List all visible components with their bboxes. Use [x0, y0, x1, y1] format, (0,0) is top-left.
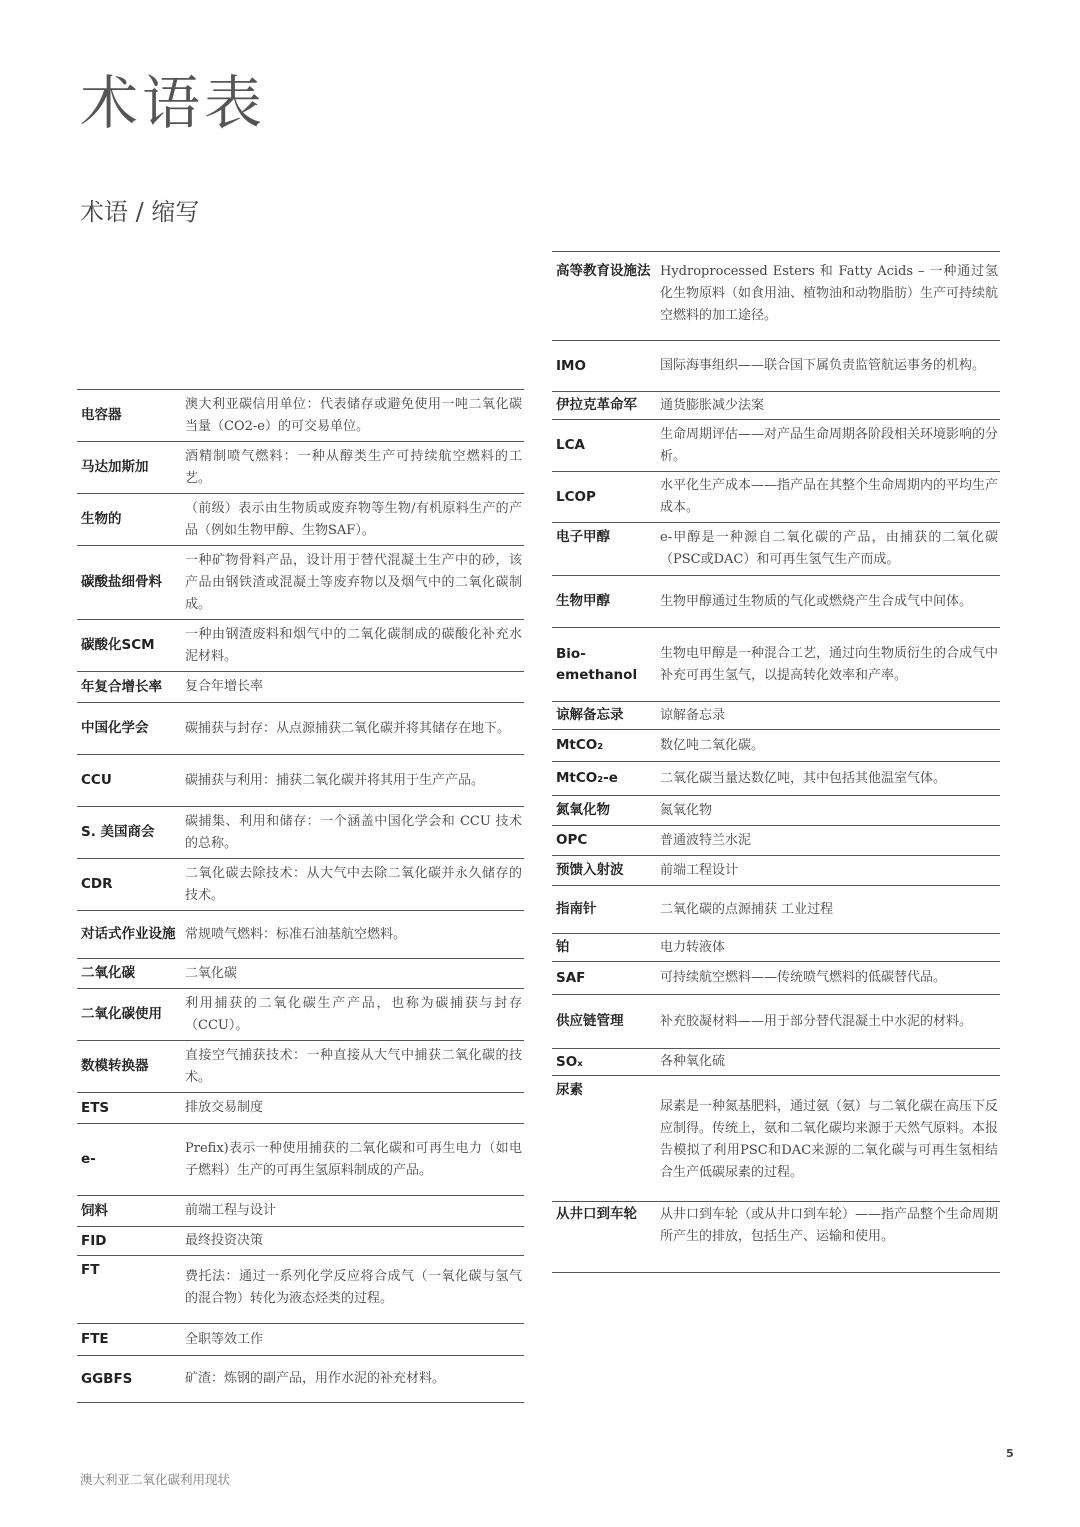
glossary-definition: 常规喷气燃料：标准石油基航空燃料。 [185, 926, 407, 942]
glossary-term: IMO [556, 357, 586, 374]
page-title: 术语表 [80, 69, 267, 137]
glossary-definition: 通货膨胀减少法案 [660, 397, 765, 413]
glossary-definition: 复合年增长率 [185, 679, 264, 694]
glossary-row [552, 995, 1000, 1049]
glossary-definition: 尿素是一种氮基肥料，通过氨（氨）与二氧化碳在高压下反应制得。传统上，氨和二氧化碳均来源于天然气原料。本报告模拟了利用PSC和DAC来源的二氧化碳与可再生氢相结合生产低碳尿素的过程。 [660, 1099, 999, 1180]
glossary-row [552, 1076, 1000, 1202]
glossary-term: 碳酸化SCM [81, 637, 155, 653]
glossary-row [552, 628, 1000, 702]
glossary-definition: 可持续航空燃料——传统喷气燃料的低碳替代品。 [660, 970, 947, 985]
glossary-term: LCOP [556, 488, 596, 505]
glossary-definition: 二氧化碳 [185, 965, 238, 981]
glossary-definition: 电力转液体 [660, 939, 726, 955]
glossary-definition: 数亿吨二氧化碳。 [660, 737, 765, 753]
glossary-row [77, 442, 524, 494]
glossary-row [77, 703, 524, 755]
glossary-term: 数模转换器 [81, 1058, 149, 1074]
glossary-definition: 生物电甲醇是一种混合工艺，通过向生物质衍生的合成气中补充可再生氢气，以提高转化效率和产率。 [660, 645, 999, 683]
glossary-row [552, 796, 1000, 826]
glossary-definition: 直接空气捕获技术：一种直接从大气中捕获二氧化碳的技术。 [185, 1047, 522, 1085]
glossary-definition: 最终投资决策 [185, 1233, 264, 1248]
glossary-term: 氮氧化物 [556, 802, 610, 818]
glossary-row [77, 911, 524, 959]
glossary-term: 高等教育设施法 [556, 263, 651, 279]
glossary-term: LCA [556, 437, 585, 453]
glossary-row [552, 934, 1000, 962]
glossary-definition: 澳大利亚碳信用单位：代表储存或避免使用一吨二氧化碳当量（CO2-e）的可交易单位。 [185, 396, 522, 434]
glossary-row [77, 1041, 524, 1093]
page-number: 5 [1006, 1447, 1014, 1460]
glossary-definition: 国际海事组织——联合国下属负责监管航运事务的机构。 [660, 358, 986, 373]
glossary-row [552, 1049, 1000, 1076]
glossary-row [77, 989, 524, 1041]
glossary-row [552, 576, 1000, 628]
glossary-definition: 排放交易制度 [185, 1100, 264, 1115]
glossary-term: SOₓ [556, 1053, 583, 1070]
glossary-definition: 二氧化碳当量达数亿吨，其中包括其他温室气体。 [660, 770, 947, 786]
glossary-term: 生物的 [81, 511, 122, 527]
glossary-definition: （前级）表示由生物质或废弃物等生物/有机原料生产的产品（例如生物甲醇、生物SAF）。 [185, 500, 522, 538]
glossary-row [77, 1324, 524, 1356]
glossary-definition: Hydroprocessed Esters 和 Fatty Acids – 一种通过氢化生物原料（如食用油、植物油和动物脂肪）生产可持续航空燃料的加工途径。 [660, 264, 999, 323]
glossary-definition: 二氧化碳的点源捕获 工业过程 [660, 901, 834, 917]
glossary-term: SAF [556, 969, 586, 986]
glossary-definition: 一种矿物骨料产品，设计用于替代混凝土生产中的砂，该产品由钢铁渣或混凝土等废弃物以及烟气中的二氧化碳制成。 [185, 552, 522, 612]
glossary-left-column [77, 389, 524, 1403]
glossary-definition: 前端工程与设计 [185, 1203, 277, 1218]
glossary-definition: 普通波特兰水泥 [660, 832, 752, 848]
glossary-row [77, 1196, 524, 1227]
glossary-term: ETS [81, 1099, 110, 1116]
glossary-term: e- [81, 1151, 96, 1167]
glossary-term: 供应链管理 [556, 1013, 624, 1029]
glossary-row [77, 959, 524, 989]
glossary-row [77, 859, 524, 911]
glossary-row [552, 1202, 1000, 1273]
glossary-row [77, 1256, 524, 1324]
glossary-term: CCU [81, 772, 112, 788]
glossary-definition: 从井口到车轮（或从井口到车轮）——指产品整个生命周期所产生的排放，包括生产、运输和使用。 [660, 1207, 999, 1244]
glossary-term: 二氧化碳 [81, 965, 135, 981]
glossary-row [552, 523, 1000, 576]
glossary-term: GGBFS [81, 1370, 133, 1387]
glossary-row [77, 672, 524, 703]
glossary-definition: 利用捕获的二氧化碳生产产品，也称为碳捕获与封存（CCU）。 [185, 995, 522, 1033]
glossary-term: FT [81, 1262, 100, 1278]
glossary-row [552, 762, 1000, 796]
glossary-row [552, 252, 1000, 341]
glossary-definition: 二氧化碳去除技术：从大气中去除二氧化碳并永久储存的技术。 [185, 865, 522, 903]
glossary-row [77, 1356, 524, 1403]
glossary-row [552, 886, 1000, 934]
glossary-definition: 全职等效工作 [185, 1331, 264, 1347]
glossary-definition: 碳捕获与封存：从点源捕获二氧化碳并将其储存在地下。 [185, 720, 511, 736]
glossary-definition: 酒精制喷气燃料：一种从醇类生产可持续航空燃料的工艺。 [185, 448, 522, 486]
glossary-row [77, 1093, 524, 1124]
glossary-term: 预馈入射波 [556, 862, 624, 878]
glossary-definition: 一种由钢渣废料和烟气中的二氧化碳制成的碳酸化补充水泥材料。 [185, 626, 522, 664]
glossary-row [77, 620, 524, 672]
glossary-term: Bio-emethanol [556, 645, 638, 683]
glossary-term: 伊拉克革命军 [556, 397, 637, 413]
glossary-definition: 氮氧化物 [660, 802, 713, 818]
glossary-definition: Prefix)表示一种使用捕获的二氧化碳和可再生电力（如电子燃料）生产的可再生氢原料制成的产品。 [185, 1140, 522, 1178]
glossary-term: FTE [81, 1331, 109, 1347]
glossary-term: 从井口到车轮 [556, 1206, 637, 1222]
glossary-term: CDR [81, 876, 113, 892]
glossary-term: 谅解备忘录 [556, 707, 624, 723]
glossary-row [77, 1227, 524, 1256]
glossary-term: 铂 [556, 939, 570, 955]
glossary-term: FID [81, 1232, 107, 1249]
glossary-term: 对话式作业设施 [81, 926, 176, 942]
glossary-term: 碳酸盐细骨料 [81, 574, 162, 590]
glossary-row [552, 420, 1000, 472]
glossary-term: MtCO₂-e [556, 770, 618, 786]
section-title: 术语 / 缩写 [80, 198, 200, 226]
glossary-definition: 碳捕获与利用：捕获二氧化碳并将其用于生产产品。 [185, 772, 485, 788]
glossary-term: OPC [556, 832, 588, 848]
glossary-term: 电子甲醇 [556, 529, 610, 545]
glossary-definition: 谅解备忘录 [660, 707, 726, 723]
glossary-row [552, 472, 1000, 523]
glossary-row [552, 392, 1000, 420]
footer-text: 澳大利亚二氧化碳利用现状 [80, 1472, 231, 1487]
glossary-definition: 水平化生产成本——指产品在其整个生命周期内的平均生产成本。 [660, 478, 999, 515]
glossary-term: 年复合增长率 [81, 678, 162, 695]
glossary-row [552, 856, 1000, 886]
glossary-term: 二氧化碳使用 [81, 1006, 162, 1022]
glossary-row [552, 341, 1000, 392]
glossary-definition: 生命周期评估——对产品生命周期各阶段相关环境影响的分析。 [660, 426, 999, 464]
glossary-term: 生物甲醇 [556, 593, 610, 609]
glossary-term: 电容器 [81, 407, 122, 423]
glossary-row [552, 826, 1000, 856]
glossary-row [552, 730, 1000, 762]
glossary-term: 尿素 [556, 1082, 583, 1098]
glossary-term: 中国化学会 [81, 720, 149, 736]
glossary-definition: 矿渣：炼钢的副产品，用作水泥的补充材料。 [185, 1371, 446, 1386]
glossary-term: 饲料 [81, 1202, 108, 1219]
glossary-definition: 费托法：通过一系列化学反应将合成气（一氧化碳与氢气的混合物）转化为液态烃类的过程。 [185, 1269, 522, 1306]
glossary-definition: 生物甲醇通过生物质的气化或燃烧产生合成气中间体。 [660, 593, 973, 609]
glossary-definition: e-甲醇是一种源自二氧化碳的产品，由捕获的二氧化碳（PSC或DAC）和可再生氢气生产而成。 [660, 530, 998, 567]
glossary-definition: 前端工程设计 [660, 862, 739, 878]
glossary-right-column [552, 251, 1000, 1273]
glossary-definition: 补充胶凝材料——用于部分替代混凝土中水泥的材料。 [660, 1013, 973, 1029]
glossary-row [77, 807, 524, 859]
glossary-row [77, 546, 524, 620]
glossary-term: 指南针 [556, 901, 597, 917]
glossary-definition: 各种氧化硫 [660, 1054, 726, 1069]
glossary-definition: 碳捕集、利用和储存：一个涵盖中国化学会和 CCU 技术的总称。 [185, 813, 522, 851]
glossary-row [552, 962, 1000, 995]
glossary-row [77, 494, 524, 546]
glossary-term: MtCO₂ [556, 737, 604, 753]
glossary-term: S. 美国商会 [81, 824, 155, 840]
glossary-term: 马达加斯加 [81, 459, 149, 475]
glossary-row [77, 755, 524, 807]
glossary-row [77, 1124, 524, 1196]
glossary-row [552, 702, 1000, 730]
glossary-row [77, 390, 524, 442]
